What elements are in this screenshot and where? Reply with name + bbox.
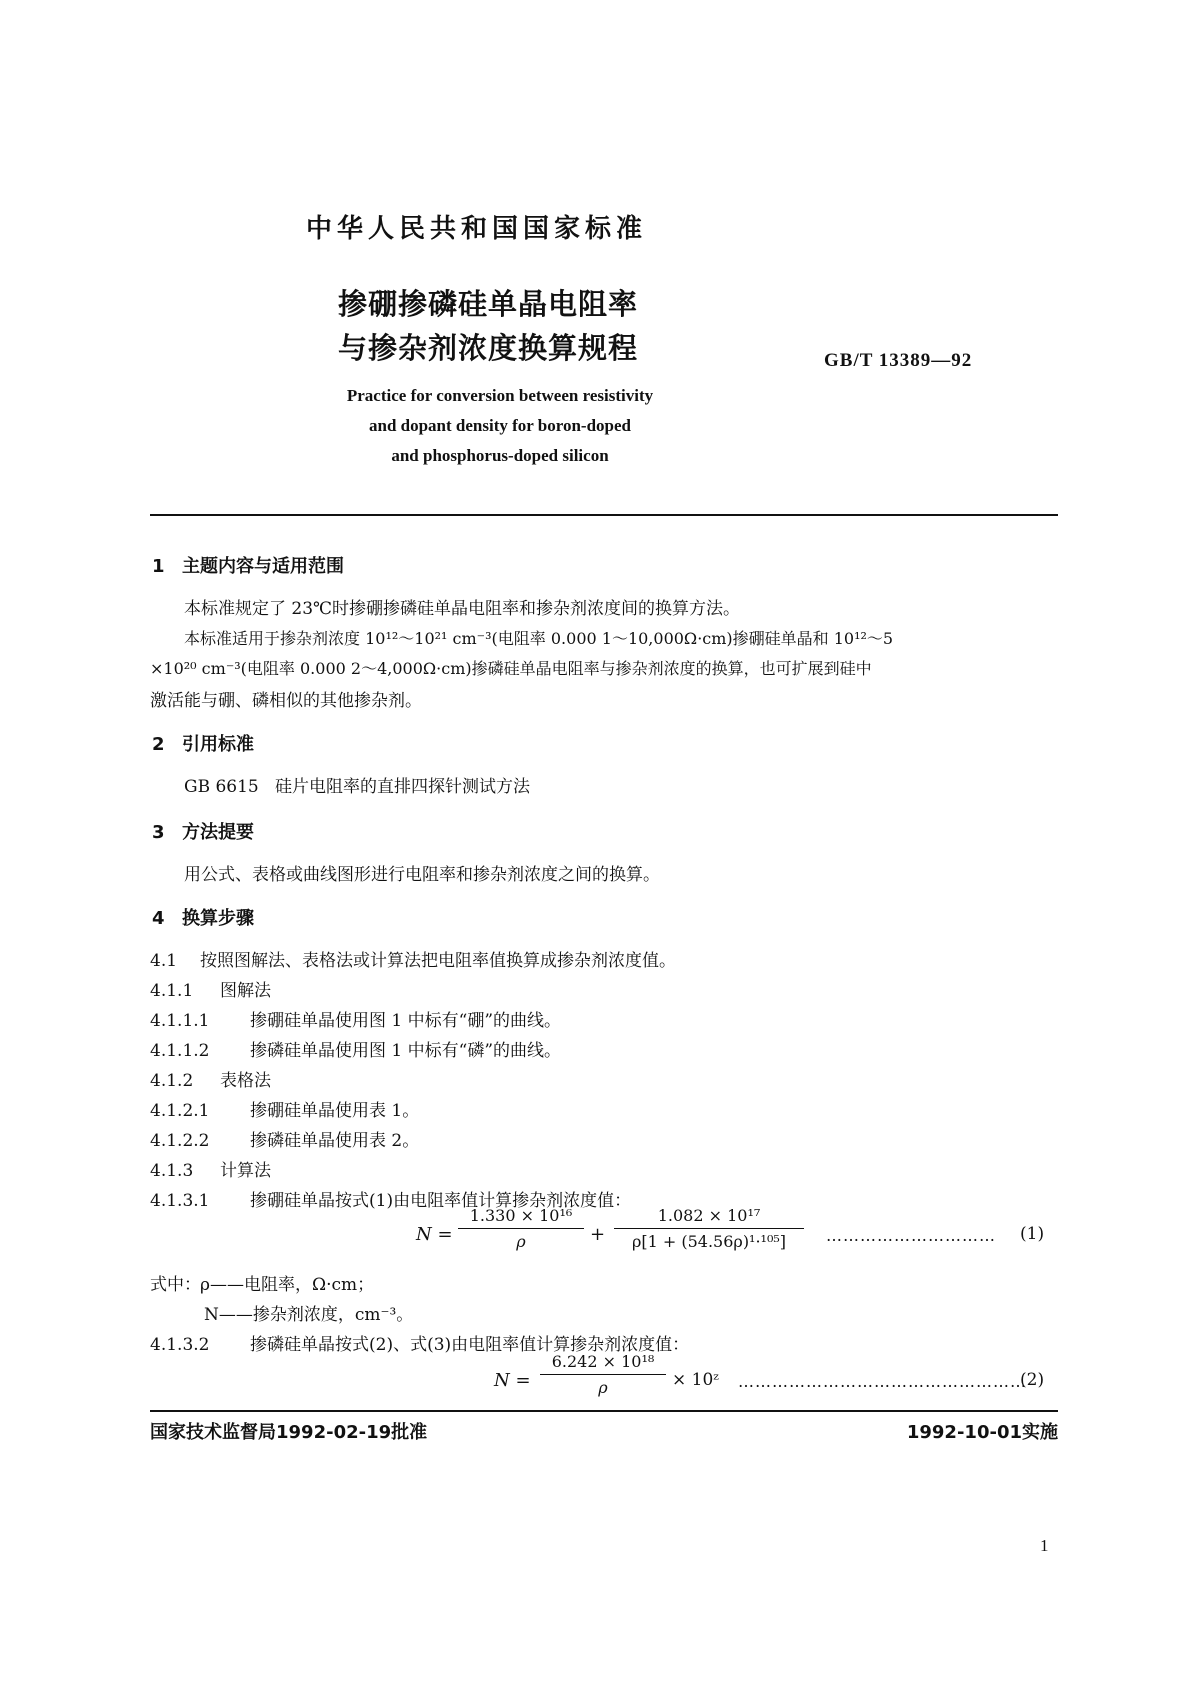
clause-number: 4.1.2.1 bbox=[150, 1101, 210, 1121]
section-title: 主题内容与适用范围 bbox=[182, 556, 344, 577]
section-number: 1 bbox=[152, 556, 165, 577]
fraction-denominator: ρ[1 + (54.56ρ)¹·¹⁰⁵] bbox=[631, 1232, 787, 1251]
where-n-definition: N——掺杂剂浓度，cm⁻³。 bbox=[204, 1305, 414, 1325]
fraction-bar bbox=[458, 1228, 584, 1229]
page-number: 1 bbox=[1040, 1536, 1049, 1555]
clause-number: 4.1.2.2 bbox=[150, 1131, 210, 1151]
title-en-line2: and dopant density for boron-doped bbox=[368, 416, 631, 435]
equation-2-leader-dots: …………………………………………… bbox=[738, 1372, 1027, 1391]
fraction-bar bbox=[614, 1228, 804, 1229]
section-1-paragraph-2-line1: 本标准适用于掺杂剂浓度 10¹²～10²¹ cm⁻³(电阻率 0.000 1～10,000Ω·cm)掺硼硅单晶和 10¹²～5 bbox=[184, 629, 894, 648]
clause-4-1-2-2 bbox=[150, 1126, 419, 1151]
title-cn-line1: 掺硼掺磷硅单晶电阻率 bbox=[338, 287, 639, 321]
equation-2-lhs: N = bbox=[494, 1370, 531, 1391]
title-en-line1: Practice for conversion between resistivity bbox=[346, 386, 654, 405]
clause-number: 4.1.1.2 bbox=[150, 1041, 210, 1061]
clause-text: 掺磷硅单晶使用图 1 中标有“磷”的曲线。 bbox=[250, 1041, 562, 1061]
equation-2-fraction bbox=[540, 1352, 666, 1397]
clause-number: 4.1.1 bbox=[150, 981, 194, 1001]
fraction-numerator: 6.242 × 10¹⁸ bbox=[551, 1352, 655, 1371]
standard-number: GB/T 13389—92 bbox=[824, 350, 973, 371]
fraction-numerator: 1.082 × 10¹⁷ bbox=[657, 1206, 761, 1225]
reference-standard: GB 6615 硅片电阻率的直排四探针测试方法 bbox=[184, 777, 530, 797]
national-standard-label: 中华人民共和国国家标准 bbox=[306, 214, 648, 244]
effective-date: 1992-10-01实施 bbox=[906, 1422, 1058, 1443]
clause-text: 掺磷硅单晶按式(2)、式(3)由电阻率值计算掺杂剂浓度值： bbox=[250, 1335, 690, 1355]
equation-1-leader-dots: ………………………… bbox=[826, 1226, 996, 1245]
clause-text: 掺硼硅单晶按式(1)由电阻率值计算掺杂剂浓度值： bbox=[250, 1191, 632, 1211]
equation-1-fraction-2 bbox=[614, 1206, 804, 1251]
clause-4-1-1-1 bbox=[150, 1006, 561, 1031]
section-number: 3 bbox=[152, 822, 165, 843]
fraction-numerator: 1.330 × 10¹⁶ bbox=[469, 1206, 573, 1225]
clause-number: 4.1.3.2 bbox=[150, 1335, 210, 1355]
footer-divider bbox=[150, 1410, 1058, 1412]
section-3-heading bbox=[152, 818, 254, 844]
fraction-denominator: ρ bbox=[516, 1232, 526, 1251]
section-1-heading bbox=[152, 552, 344, 578]
where-rho-definition: ρ——电阻率，Ω·cm； bbox=[200, 1275, 375, 1295]
clause-text: 按照图解法、表格法或计算法把电阻率值换算成掺杂剂浓度值。 bbox=[200, 951, 676, 971]
clause-4-1-1 bbox=[150, 976, 271, 1001]
section-1-paragraph-2-line3: 激活能与硼、磷相似的其他掺杂剂。 bbox=[150, 691, 422, 711]
where-prefix: 式中： bbox=[150, 1275, 201, 1295]
clause-number: 4.1.3.1 bbox=[150, 1191, 210, 1211]
clause-4-1-2-1 bbox=[150, 1096, 419, 1121]
fraction-bar bbox=[540, 1374, 666, 1375]
equation-2-multiplier: × 10ᶻ bbox=[672, 1370, 719, 1390]
equation-1-plus: + bbox=[590, 1224, 606, 1245]
title-cn-line2: 与掺杂剂浓度换算规程 bbox=[338, 331, 639, 365]
section-3-paragraph: 用公式、表格或曲线图形进行电阻率和掺杂剂浓度之间的换算。 bbox=[184, 865, 660, 885]
section-1-paragraph-2-line2: ×10²⁰ cm⁻³(电阻率 0.000 2～4,000Ω·cm)掺磷硅单晶电阻率与掺杂剂浓度的换算，也可扩展到硅中 bbox=[150, 659, 872, 678]
equation-1-fraction-1 bbox=[458, 1206, 584, 1251]
clause-number: 4.1.2 bbox=[150, 1071, 194, 1091]
title-en-line3: and phosphorus-doped silicon bbox=[391, 446, 609, 465]
clause-text: 计算法 bbox=[220, 1161, 271, 1181]
equation-1-lhs: N = bbox=[416, 1224, 453, 1245]
clause-4-1 bbox=[150, 946, 676, 971]
clause-text: 掺硼硅单晶使用表 1。 bbox=[250, 1101, 420, 1121]
clause-text: 图解法 bbox=[220, 981, 271, 1001]
header-divider bbox=[150, 514, 1058, 516]
approval-statement: 国家技术监督局1992-02-19批准 bbox=[150, 1422, 428, 1443]
section-number: 4 bbox=[152, 908, 165, 929]
fraction-denominator: ρ bbox=[598, 1378, 608, 1397]
clause-4-1-1-2 bbox=[150, 1036, 561, 1061]
equation-1-label: (1) bbox=[1020, 1224, 1045, 1244]
section-title: 方法提要 bbox=[182, 822, 254, 843]
section-title: 换算步骤 bbox=[182, 908, 254, 929]
equation-2-label: (2) bbox=[1020, 1370, 1045, 1390]
section-1-paragraph-1: 本标准规定了 23℃时掺硼掺磷硅单晶电阻率和掺杂剂浓度间的换算方法。 bbox=[184, 599, 741, 619]
clause-4-1-3 bbox=[150, 1156, 271, 1181]
clause-text: 掺磷硅单晶使用表 2。 bbox=[250, 1131, 420, 1151]
clause-text: 掺硼硅单晶使用图 1 中标有“硼”的曲线。 bbox=[250, 1011, 562, 1031]
section-number: 2 bbox=[152, 734, 165, 755]
clause-text: 表格法 bbox=[220, 1071, 271, 1091]
clause-4-1-2 bbox=[150, 1066, 271, 1091]
clause-number: 4.1 bbox=[150, 951, 178, 971]
section-4-heading bbox=[152, 904, 254, 930]
clause-number: 4.1.1.1 bbox=[150, 1011, 210, 1031]
section-title: 引用标准 bbox=[182, 734, 254, 755]
clause-number: 4.1.3 bbox=[150, 1161, 194, 1181]
section-2-heading bbox=[152, 730, 254, 756]
